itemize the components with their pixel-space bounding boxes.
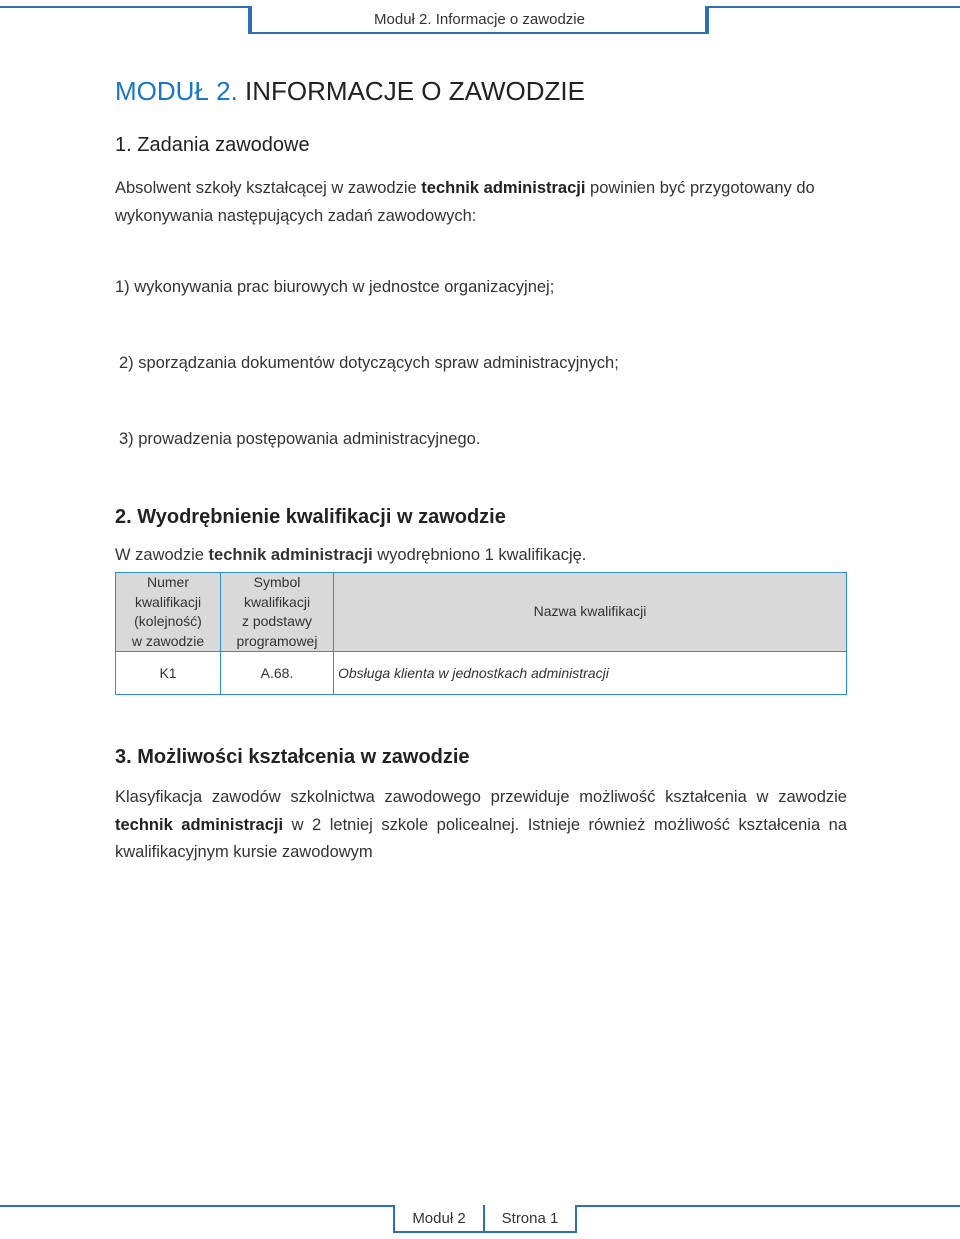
section2-heading: 2. Wyodrębnienie kwalifikacji w zawodzie — [115, 506, 506, 528]
section1-intro — [115, 174, 847, 230]
section3-text — [115, 784, 847, 867]
header-number-line: kwalifikacji — [134, 593, 202, 610]
table-row — [116, 652, 847, 695]
footer-module-label: Moduł 2 — [393, 1205, 485, 1233]
task-item-3: 3) prowadzenia postępowania administracyjnego. — [119, 430, 481, 448]
header-name — [334, 573, 847, 652]
header-symbol-line: z podstawy — [241, 613, 313, 629]
section3-text-pre: Klasyfikacja zawodów szkolnictwa zawodowego przewiduje możliwość kształcenia w zawodzie — [115, 788, 847, 806]
task-item-2: 2) sporządzania dokumentów dotyczących spraw administracyjnych; — [119, 354, 619, 372]
intro-occupation-bold: technik administracji — [421, 179, 586, 197]
module-title — [115, 76, 585, 107]
section2-text-pre: W zawodzie — [115, 546, 209, 564]
footer-rule-right — [575, 1205, 960, 1207]
header-symbol — [221, 573, 334, 652]
section3-occupation-bold: technik administracji — [115, 815, 284, 834]
header-rule-right — [709, 6, 960, 8]
intro-text-pre: Absolwent szkoły kształcącej w zawodzie — [115, 179, 422, 197]
footer-rule-left — [0, 1205, 393, 1207]
header-symbol-line: Symbol — [253, 574, 301, 590]
qualification-table — [115, 572, 847, 695]
header-running-title: Moduł 2. Informacje o zawodzie — [250, 6, 709, 34]
header-number-line: Numer — [146, 574, 189, 590]
table-header-row — [116, 573, 847, 652]
section2-text — [115, 546, 586, 565]
header-tick-right — [705, 6, 707, 34]
header-symbol-line: programowej — [236, 632, 318, 649]
cell-symbol: A.68. — [221, 652, 334, 695]
header-number — [116, 573, 221, 652]
page-header — [0, 6, 960, 36]
page-footer — [0, 1205, 960, 1235]
section3-heading: 3. Możliwości kształcenia w zawodzie — [115, 746, 470, 768]
section3-text-post: w 2 letniej szkole policealnej. Istnieje również możliwość kształcenia na kwalifikacyjnym kursie zawodowym — [115, 815, 848, 861]
section2-text-post: wyodrębniono 1 kwalifikację. — [372, 546, 587, 564]
footer-page-label: Strona 1 — [483, 1205, 577, 1233]
header-rule-left — [0, 6, 250, 8]
header-number-line: (kolejność) — [134, 613, 202, 629]
module-title-prefix: MODUŁ 2. — [115, 76, 238, 106]
section1-heading: 1. Zadania zawodowe — [115, 134, 310, 156]
header-symbol-line: kwalifikacji — [243, 593, 311, 610]
cell-number: K1 — [116, 652, 221, 695]
cell-name: Obsługa klienta w jednostkach administracji — [334, 652, 847, 695]
task-item-1: 1) wykonywania prac biurowych w jednostce organizacyjnej; — [115, 278, 555, 296]
section2-occupation-bold: technik administracji — [208, 546, 373, 564]
module-title-rest: INFORMACJE O ZAWODZIE — [237, 76, 585, 106]
header-name-line: Nazwa kwalifikacji — [533, 603, 647, 620]
intro-text-post: powinien być przygotowany do wykonywania następujących zadań zawodowych: — [115, 179, 815, 225]
header-number-line: w zawodzie — [131, 632, 205, 649]
